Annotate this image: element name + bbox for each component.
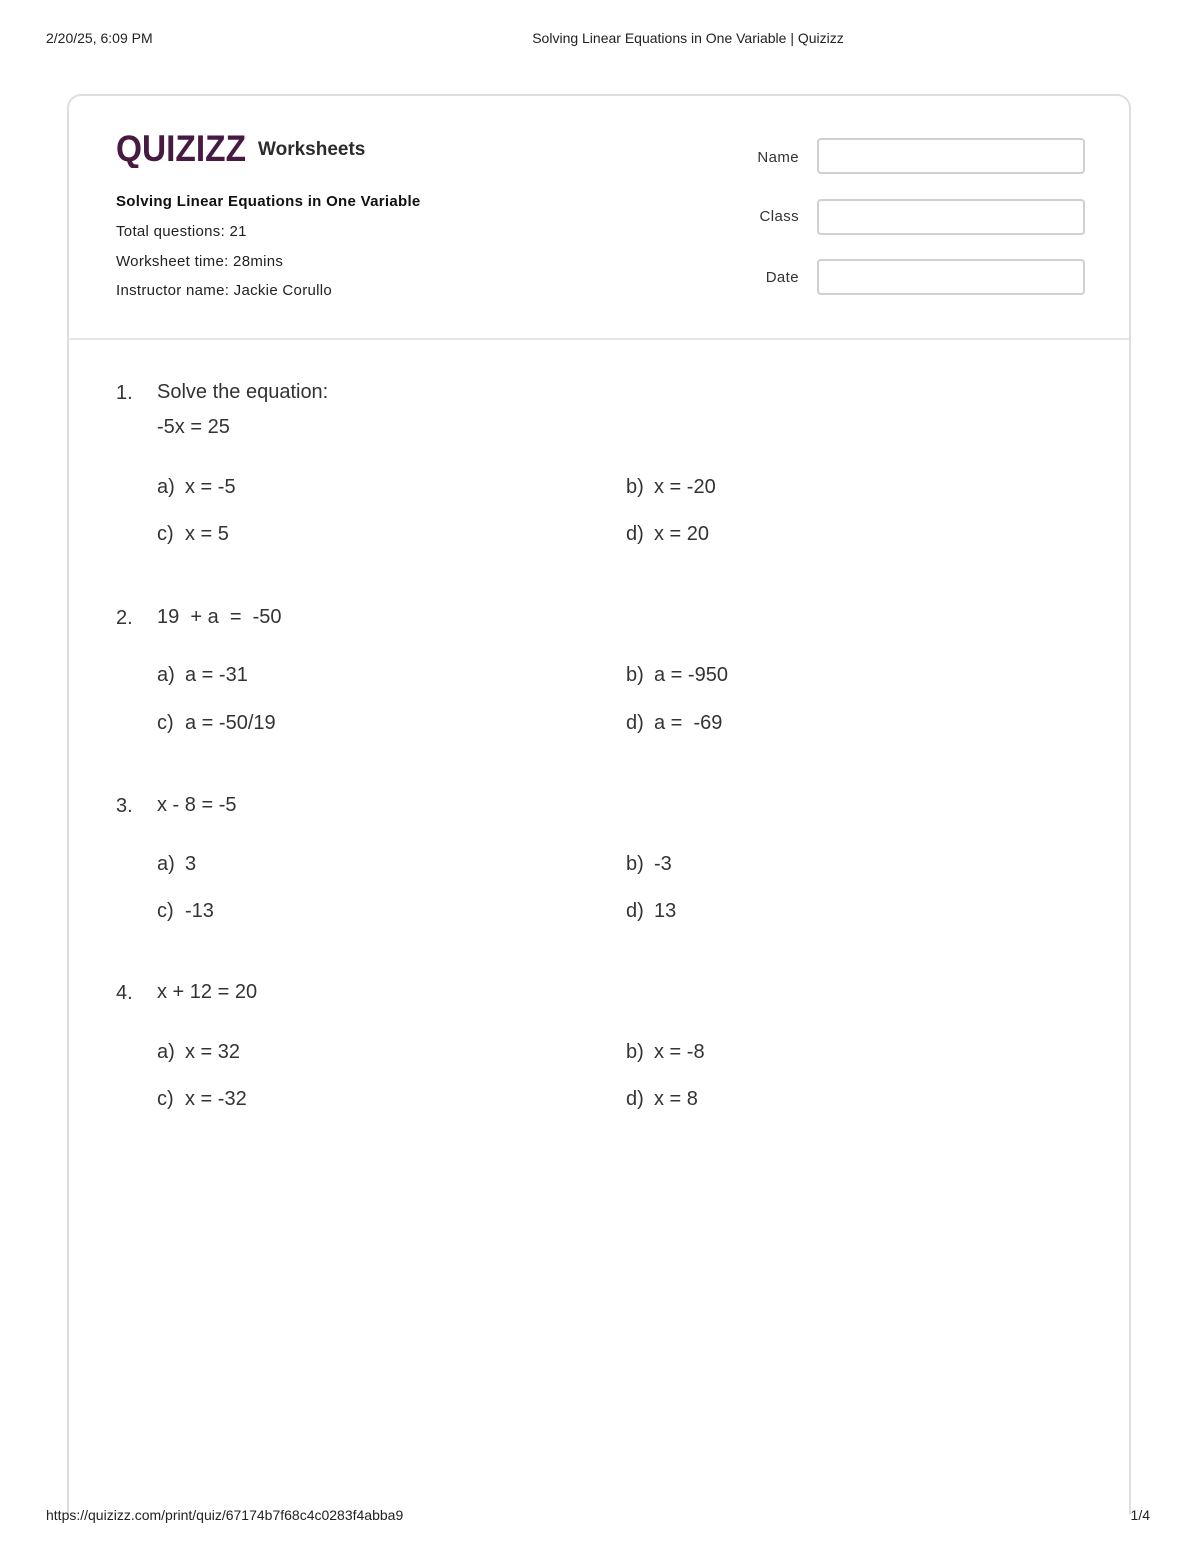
option-d[interactable] <box>626 900 676 923</box>
option-b[interactable] <box>626 1041 705 1064</box>
option-d[interactable] <box>626 1088 698 1111</box>
option-text: -3 <box>654 853 672 875</box>
name-field[interactable] <box>817 138 1085 174</box>
question-text <box>157 788 236 823</box>
option-text: x = -8 <box>654 1041 705 1063</box>
worksheet-header <box>69 96 1129 340</box>
option-d[interactable] <box>626 712 722 735</box>
question-line: x + 12 = 20 <box>157 981 258 1003</box>
print-datetime: 2/20/25, 6:09 PM <box>46 30 153 46</box>
name-label: Name <box>757 149 799 166</box>
option-c[interactable] <box>157 1088 247 1111</box>
worksheet-title: Solving Linear Equations in One Variable <box>116 193 421 210</box>
option-d[interactable] <box>626 523 709 546</box>
print-url: https://quizizz.com/print/quiz/67174b7f68c4c0283f4abba9 <box>46 1507 404 1523</box>
class-field[interactable] <box>817 199 1085 235</box>
option-letter: a) <box>157 853 175 875</box>
quizizz-logo-text: QUIZIZZ <box>116 128 246 168</box>
option-b[interactable] <box>626 476 716 499</box>
option-letter: b) <box>626 476 644 498</box>
question-number: 1. <box>116 382 133 404</box>
option-letter: b) <box>626 664 644 686</box>
quizizz-logo <box>116 128 248 168</box>
option-letter: b) <box>626 1041 644 1063</box>
question-number: 4. <box>116 982 133 1004</box>
question-text <box>157 375 328 445</box>
option-letter: d) <box>626 523 644 545</box>
date-field[interactable] <box>817 259 1085 295</box>
instructor-name: Instructor name: Jackie Corullo <box>116 282 333 299</box>
option-letter: d) <box>626 900 644 922</box>
option-text: 3 <box>185 853 197 875</box>
question-number: 2. <box>116 607 133 629</box>
option-a[interactable] <box>157 664 248 687</box>
option-a[interactable] <box>157 476 236 499</box>
option-text: x = 8 <box>654 1088 698 1110</box>
question-line: Solve the equation: <box>157 381 329 403</box>
option-letter: d) <box>626 1088 644 1110</box>
option-letter: a) <box>157 1041 175 1063</box>
class-label: Class <box>759 208 799 225</box>
question-text <box>157 975 257 1010</box>
option-text: a = -69 <box>654 712 723 734</box>
option-c[interactable] <box>157 523 229 546</box>
option-text: a = -31 <box>185 664 248 686</box>
option-letter: c) <box>157 523 174 545</box>
option-a[interactable] <box>157 1041 240 1064</box>
print-page-title: Solving Linear Equations in One Variable | Quizizz <box>532 30 844 46</box>
option-letter: a) <box>157 664 175 686</box>
option-text: x = -32 <box>185 1088 247 1110</box>
option-letter: d) <box>626 712 644 734</box>
option-text: 13 <box>654 900 677 922</box>
question-line: 19 + a = -50 <box>157 606 282 628</box>
date-label: Date <box>765 269 799 286</box>
worksheet-sheet <box>67 94 1131 1514</box>
brand-section-label: Worksheets <box>258 139 366 160</box>
option-letter: c) <box>157 712 174 734</box>
question-text <box>157 600 282 635</box>
option-b[interactable] <box>626 664 728 687</box>
total-questions: Total questions: 21 <box>116 223 247 240</box>
question-number: 3. <box>116 795 133 817</box>
option-c[interactable] <box>157 712 276 735</box>
option-text: x = 32 <box>185 1041 241 1063</box>
option-text: x = -20 <box>654 476 716 498</box>
option-text: x = -5 <box>185 476 236 498</box>
option-text: x = 20 <box>654 523 710 545</box>
option-text: a = -950 <box>654 664 728 686</box>
option-letter: c) <box>157 1088 174 1110</box>
option-c[interactable] <box>157 900 214 923</box>
option-text: x = 5 <box>185 523 229 545</box>
brand <box>116 128 365 168</box>
worksheet-time: Worksheet time: 28mins <box>116 253 284 270</box>
question-line: x - 8 = -5 <box>157 794 237 816</box>
option-letter: b) <box>626 853 644 875</box>
question-line: -5x = 25 <box>157 416 230 438</box>
print-page-number: 1/4 <box>1130 1507 1150 1523</box>
option-text: a = -50/19 <box>185 712 276 734</box>
option-b[interactable] <box>626 853 672 876</box>
option-letter: a) <box>157 476 175 498</box>
option-letter: c) <box>157 900 174 922</box>
option-text: -13 <box>185 900 214 922</box>
option-a[interactable] <box>157 853 196 876</box>
